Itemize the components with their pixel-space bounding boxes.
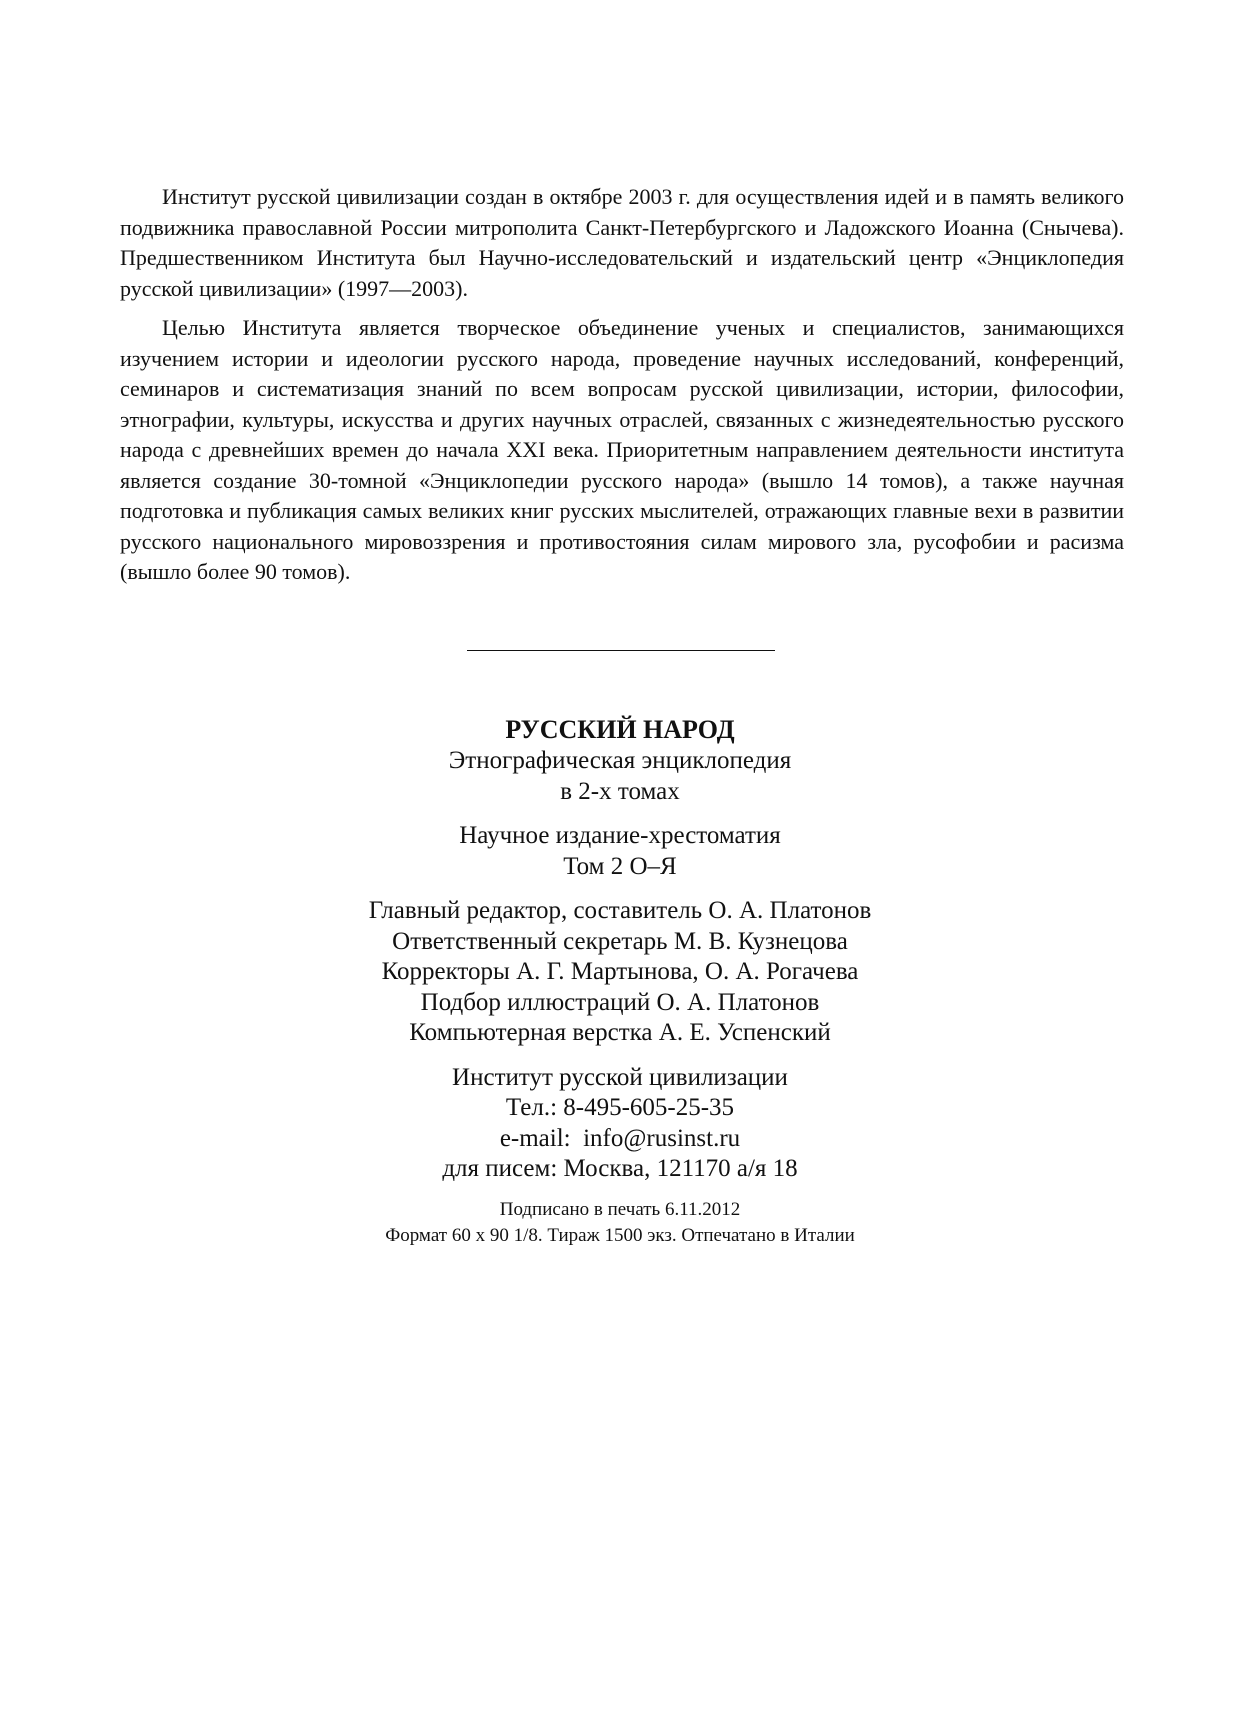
book-subtitle: Этнографическая энциклопедия xyxy=(448,747,792,774)
edition-type: Научное издание-хрестоматия xyxy=(459,822,781,849)
print-signed-date: Подписано в печать 6.11.2012 xyxy=(499,1198,741,1220)
publisher-phone: Тел.: 8-495-605-25-35 xyxy=(505,1094,735,1121)
publisher-name: Институт русской цивилизации xyxy=(452,1063,788,1091)
imprint-block xyxy=(200,714,1040,1249)
institute-description xyxy=(120,182,1124,597)
book-title: РУССКИЙ НАРОД xyxy=(505,715,735,744)
spacer xyxy=(200,882,1040,896)
print-format: Формат 60 х 90 1/8. Тираж 1500 экз. Отпечатано в Италии xyxy=(385,1224,855,1246)
credit-illustrations: Подбор иллюстраций О. А. Платонов xyxy=(420,988,820,1016)
credit-proofreaders: Корректоры А. Г. Мартынова, О. А. Рогачева xyxy=(381,958,859,985)
book-volumes-count: в 2-х томах xyxy=(560,777,680,805)
intro-paragraph-2: Целью Института является творческое объединение ученых и специалистов, занимающихся изучением истории и идеологии русского народа, проведение научных исследований, конференций, семинаров и систематизация знаний по всем вопросам русской цивилизации, истории, философии, этнографии, культуры, искусства и других научных отраслей, связанных с жизнедеятельностью русского народа с древнейших времен до начала XXI века. Приоритетным направлением деятельности института является создание 30-томной «Энциклопедии русского народа» (вышло 14 томов), а также научная подготовка и публикация самых великих книг русских мыслителей, отражающих главные вехи в развитии русского национального мировоззрения и противостояния силам мирового зла, русофобии и расизма (вышло более 90 томов). xyxy=(120,315,1124,584)
section-divider xyxy=(467,650,775,651)
spacer xyxy=(200,1185,1040,1197)
volume-label: Том 2 О–Я xyxy=(563,852,677,880)
spacer xyxy=(200,1049,1040,1063)
intro-paragraph-1: Институт русской цивилизации создан в октябре 2003 г. для осуществления идей и в память великого подвижника православной России митрополита Санкт-Петербургского и Ладожского Иоанна (Снычева). Предшественником Института был Научно-исследовательский и издательский центр «Энциклопедия русской цивилизации» (1997—2003). xyxy=(120,184,1124,301)
spacer xyxy=(200,807,1040,821)
credit-secretary: Ответственный секретарь М. В. Кузнецова xyxy=(392,927,848,955)
publisher-address: для писем: Москва, 121170 а/я 18 xyxy=(442,1155,798,1182)
credit-chief-editor: Главный редактор, составитель О. А. Платонов xyxy=(368,897,872,924)
credit-layout: Компьютерная верстка А. Е. Успенский xyxy=(409,1019,831,1046)
publisher-email: e-mail: info@rusinst.ru xyxy=(499,1124,741,1152)
